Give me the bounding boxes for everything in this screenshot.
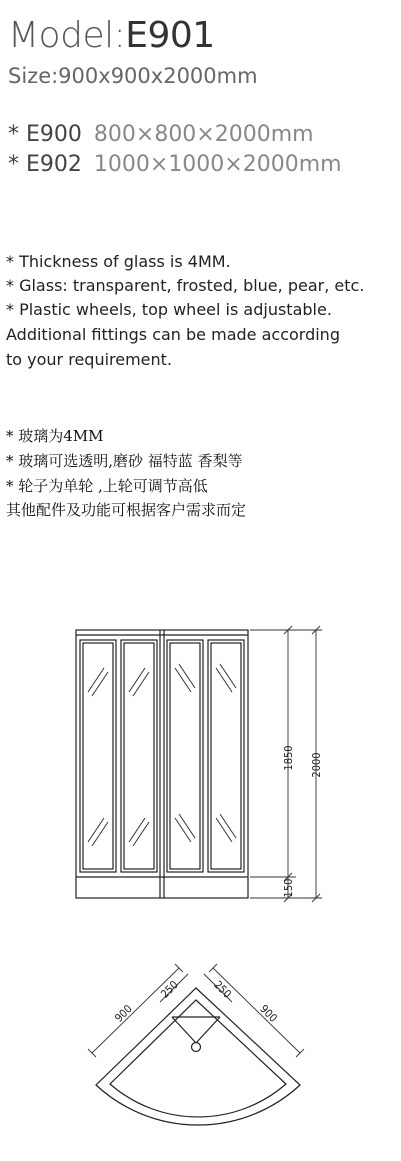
dim-label-2000: 2000 — [310, 752, 323, 778]
dim-label-900-left: 900 — [112, 1002, 135, 1025]
note-fittings-line1: Additional fittings can be made according — [6, 325, 340, 344]
glass-panel — [208, 640, 244, 872]
variant-dims: 800×800×2000mm — [93, 122, 314, 147]
variant-e902 — [8, 151, 342, 179]
size-text: Size:900x900x2000mm — [8, 64, 258, 88]
glass-panel — [167, 640, 203, 872]
note-fittings-line2: to your requirement. — [6, 350, 173, 369]
dim-label-1850: 1850 — [282, 745, 295, 771]
variant-dims: 1000×1000×2000mm — [93, 152, 342, 177]
front-view-drawing — [0, 620, 401, 920]
variant-e900 — [8, 121, 314, 149]
dim-line-900-right — [213, 968, 300, 1053]
note-wheels: * Plastic wheels, top wheel is adjustable. — [6, 300, 332, 319]
dim-line-900-left — [92, 968, 179, 1053]
variant-code: * E900 — [8, 122, 82, 147]
cn-note-glass-types: * 玻璃可选透明,磨砂 福特蓝 香梨等 — [6, 452, 243, 470]
model-label: Model: — [8, 15, 126, 56]
note-glass-types: * Glass: transparent, frosted, blue, pear, etc. — [6, 276, 365, 295]
dim-label-150: 150 — [282, 878, 295, 898]
dim-label-250-right: 250 — [211, 978, 234, 1001]
dim-label-900-right: 900 — [257, 1002, 280, 1025]
variant-code: * E902 — [8, 152, 82, 177]
top-view-drawing — [0, 960, 401, 1160]
dim-label-250-left: 250 — [158, 978, 181, 1001]
model-code: E901 — [125, 15, 215, 56]
cn-note-glass-thickness: * 玻璃为4MM — [6, 427, 104, 445]
cn-note-fittings: 其他配件及功能可根据客户需求而定 — [6, 501, 247, 519]
enclosure-outline — [76, 630, 248, 898]
cn-note-wheels: * 轮子为单轮 ,上轮可调节高低 — [6, 477, 208, 495]
drain-icon — [192, 1043, 201, 1052]
model-title — [8, 14, 215, 58]
note-glass-thickness: * Thickness of glass is 4MM. — [6, 252, 231, 271]
